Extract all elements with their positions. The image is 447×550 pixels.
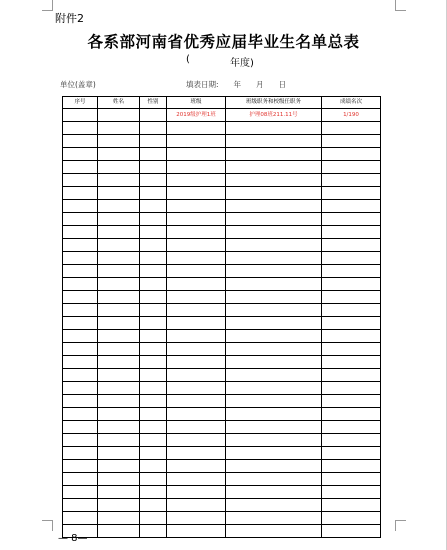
table-cell — [98, 239, 140, 252]
table-cell — [140, 382, 167, 395]
table-cell — [140, 239, 167, 252]
table-row — [63, 447, 381, 460]
table-body — [63, 109, 381, 538]
table-cell — [167, 239, 226, 252]
table-cell — [167, 525, 226, 538]
table-row — [63, 135, 381, 148]
table-cell — [167, 343, 226, 356]
table-cell — [322, 499, 381, 512]
table-cell — [167, 226, 226, 239]
table-row — [63, 512, 381, 525]
date-label: 填表日期: 年 月 日 — [186, 80, 287, 89]
table-cell — [167, 434, 226, 447]
table-cell — [226, 434, 322, 447]
table-cell — [322, 434, 381, 447]
table-cell — [63, 408, 98, 421]
table-cell — [226, 213, 322, 226]
table-cell — [63, 512, 98, 525]
table-cell — [167, 161, 226, 174]
table-cell — [226, 135, 322, 148]
table-row — [63, 486, 381, 499]
table-cell — [63, 161, 98, 174]
table-cell — [98, 408, 140, 421]
table-cell — [140, 148, 167, 161]
table-cell — [63, 239, 98, 252]
table-row — [63, 213, 381, 226]
table-cell — [63, 486, 98, 499]
table-cell — [226, 226, 322, 239]
table-cell — [63, 291, 98, 304]
page-title: 各系部河南省优秀应届毕业生名单总表 — [87, 32, 360, 51]
table-cell — [322, 135, 381, 148]
table-cell — [63, 460, 98, 473]
table-cell — [322, 161, 381, 174]
table-row — [63, 382, 381, 395]
table-row — [63, 473, 381, 486]
table-cell — [167, 278, 226, 291]
table-cell — [226, 278, 322, 291]
table-cell — [63, 330, 98, 343]
table-cell — [322, 395, 381, 408]
table-row — [63, 278, 381, 291]
table-cell — [226, 499, 322, 512]
table-cell — [167, 473, 226, 486]
table-cell — [98, 135, 140, 148]
table-cell — [226, 486, 322, 499]
table-cell — [167, 408, 226, 421]
table-cell — [98, 148, 140, 161]
table-cell — [322, 421, 381, 434]
table-cell — [167, 486, 226, 499]
table-cell — [98, 525, 140, 538]
table-cell — [322, 174, 381, 187]
header-position: 班级职务和校级任职务 — [226, 97, 322, 109]
table-cell — [322, 187, 381, 200]
table-cell — [167, 512, 226, 525]
table-cell — [140, 213, 167, 226]
page-number: — 8— — [58, 533, 88, 544]
table-cell — [167, 135, 226, 148]
table-cell — [140, 252, 167, 265]
cell-gender — [140, 109, 167, 122]
table-cell — [226, 174, 322, 187]
table-cell — [98, 447, 140, 460]
table-cell — [140, 304, 167, 317]
table-cell — [322, 447, 381, 460]
table-cell — [98, 174, 140, 187]
table-cell — [63, 135, 98, 148]
table-row — [63, 317, 381, 330]
table-row — [63, 187, 381, 200]
table-cell — [63, 395, 98, 408]
table-cell — [98, 369, 140, 382]
table-cell — [140, 278, 167, 291]
table-cell — [63, 278, 98, 291]
table-cell — [322, 460, 381, 473]
table-cell — [322, 486, 381, 499]
table-cell — [226, 161, 322, 174]
table-cell — [98, 278, 140, 291]
table-cell — [140, 356, 167, 369]
table-cell — [226, 304, 322, 317]
table-cell — [140, 187, 167, 200]
table-cell — [167, 122, 226, 135]
table-cell — [226, 395, 322, 408]
table-row — [63, 226, 381, 239]
table-cell — [63, 434, 98, 447]
table-cell — [167, 174, 226, 187]
table-cell — [322, 304, 381, 317]
table-cell — [63, 122, 98, 135]
table-cell — [140, 317, 167, 330]
cell-position: 护理08班211.11号 — [226, 109, 322, 122]
table-cell — [63, 187, 98, 200]
attachment-label: 附件2 — [55, 12, 84, 25]
table-cell — [140, 330, 167, 343]
table-cell — [167, 187, 226, 200]
cell-index — [63, 109, 98, 122]
table-cell — [63, 304, 98, 317]
graduate-table — [62, 96, 381, 538]
table-cell — [98, 382, 140, 395]
table-cell — [322, 252, 381, 265]
table-cell — [98, 499, 140, 512]
table-header-row — [63, 97, 381, 109]
table-row — [63, 369, 381, 382]
table-cell — [226, 317, 322, 330]
table-cell — [63, 226, 98, 239]
table-cell — [140, 395, 167, 408]
table-cell — [98, 187, 140, 200]
crop-mark-bottom-right — [395, 520, 406, 531]
table-cell — [98, 343, 140, 356]
table-cell — [322, 122, 381, 135]
table-cell — [140, 499, 167, 512]
table-cell — [322, 525, 381, 538]
table-cell — [226, 473, 322, 486]
header-rank: 成绩名次 — [322, 97, 381, 109]
table-cell — [167, 356, 226, 369]
table-cell — [322, 408, 381, 421]
table-cell — [98, 486, 140, 499]
table-cell — [63, 343, 98, 356]
table-cell — [226, 382, 322, 395]
table-cell — [140, 525, 167, 538]
table-cell — [140, 460, 167, 473]
table-row — [63, 421, 381, 434]
table-cell — [98, 304, 140, 317]
table-row — [63, 343, 381, 356]
table-cell — [226, 148, 322, 161]
table-cell — [63, 200, 98, 213]
table-row — [63, 148, 381, 161]
table-cell — [226, 187, 322, 200]
table-cell — [98, 226, 140, 239]
table-cell — [322, 213, 381, 226]
table-cell — [140, 434, 167, 447]
table-cell — [322, 148, 381, 161]
table-cell — [98, 317, 140, 330]
table-cell — [63, 382, 98, 395]
table-cell — [98, 356, 140, 369]
table-cell — [322, 330, 381, 343]
table-cell — [226, 343, 322, 356]
header-name: 姓名 — [98, 97, 140, 109]
table-cell — [140, 343, 167, 356]
table-row — [63, 499, 381, 512]
table-cell — [167, 330, 226, 343]
table-cell — [63, 213, 98, 226]
table-row — [63, 330, 381, 343]
table-cell — [63, 369, 98, 382]
table-row — [63, 395, 381, 408]
table-cell — [98, 291, 140, 304]
header-index: 序号 — [63, 97, 98, 109]
table-row — [63, 122, 381, 135]
table-cell — [140, 226, 167, 239]
table-cell — [167, 304, 226, 317]
table-cell — [98, 252, 140, 265]
table-cell — [226, 525, 322, 538]
table-cell — [226, 291, 322, 304]
table-cell — [167, 317, 226, 330]
table-cell — [98, 265, 140, 278]
table-cell — [167, 421, 226, 434]
table-cell — [167, 369, 226, 382]
table-cell — [98, 395, 140, 408]
table-cell — [140, 473, 167, 486]
table-row — [63, 174, 381, 187]
table-cell — [322, 369, 381, 382]
table-cell — [322, 200, 381, 213]
cell-class: 2019级护理1班 — [167, 109, 226, 122]
table-cell — [98, 122, 140, 135]
table-cell — [226, 330, 322, 343]
table-cell — [98, 200, 140, 213]
table-cell — [98, 161, 140, 174]
unit-label: 单位(盖章) — [60, 80, 96, 89]
table-cell — [226, 369, 322, 382]
table-cell — [226, 200, 322, 213]
table-cell — [322, 512, 381, 525]
table-row — [63, 525, 381, 538]
subtitle-year: 年度) — [230, 58, 254, 69]
table-cell — [167, 291, 226, 304]
table-cell — [322, 382, 381, 395]
table-cell — [226, 512, 322, 525]
table-cell — [226, 421, 322, 434]
table-cell — [167, 447, 226, 460]
subtitle-open-paren: ( — [186, 54, 190, 65]
table-row — [63, 408, 381, 421]
table-cell — [63, 356, 98, 369]
table-cell — [140, 408, 167, 421]
table-cell — [63, 447, 98, 460]
table-cell — [322, 343, 381, 356]
table-cell — [63, 499, 98, 512]
table-cell — [98, 434, 140, 447]
crop-mark-top-left — [42, 0, 53, 11]
table-cell — [98, 512, 140, 525]
table-cell — [167, 213, 226, 226]
table-row — [63, 109, 381, 122]
table-cell — [98, 421, 140, 434]
table-cell — [98, 473, 140, 486]
table-cell — [226, 408, 322, 421]
table-cell — [98, 213, 140, 226]
crop-mark-top-right — [395, 0, 406, 11]
table-cell — [140, 421, 167, 434]
table-cell — [167, 148, 226, 161]
table-row — [63, 434, 381, 447]
table-cell — [322, 473, 381, 486]
table-cell — [140, 265, 167, 278]
table-cell — [140, 447, 167, 460]
table-row — [63, 252, 381, 265]
cell-name — [98, 109, 140, 122]
table-cell — [140, 200, 167, 213]
table-cell — [63, 265, 98, 278]
table-cell — [98, 460, 140, 473]
table-cell — [63, 317, 98, 330]
table-cell — [140, 122, 167, 135]
header-gender: 性别 — [140, 97, 167, 109]
table-cell — [226, 447, 322, 460]
table-cell — [322, 239, 381, 252]
table-cell — [140, 486, 167, 499]
table-cell — [140, 135, 167, 148]
table-cell — [322, 278, 381, 291]
table-cell — [98, 330, 140, 343]
table-cell — [322, 291, 381, 304]
table-row — [63, 460, 381, 473]
table-cell — [322, 265, 381, 278]
table-cell — [63, 473, 98, 486]
header-class: 班级 — [167, 97, 226, 109]
table-cell — [63, 148, 98, 161]
table-cell — [167, 265, 226, 278]
table-cell — [226, 460, 322, 473]
table-row — [63, 161, 381, 174]
table-row — [63, 200, 381, 213]
table-cell — [63, 174, 98, 187]
table-cell — [167, 460, 226, 473]
table-cell — [226, 356, 322, 369]
table-cell — [167, 499, 226, 512]
table-row — [63, 265, 381, 278]
table-cell — [322, 226, 381, 239]
crop-mark-bottom-left — [42, 520, 53, 531]
table-cell — [167, 382, 226, 395]
table-row — [63, 239, 381, 252]
table-cell — [140, 512, 167, 525]
table-row — [63, 291, 381, 304]
cell-rank: 1/190 — [322, 109, 381, 122]
table-cell — [226, 265, 322, 278]
table-cell — [167, 200, 226, 213]
table-cell — [140, 291, 167, 304]
table-cell — [226, 252, 322, 265]
table-cell — [140, 161, 167, 174]
table-cell — [322, 356, 381, 369]
table-row — [63, 356, 381, 369]
table-cell — [322, 317, 381, 330]
table-cell — [226, 122, 322, 135]
table-cell — [63, 252, 98, 265]
table-cell — [63, 421, 98, 434]
table-cell — [167, 395, 226, 408]
table-cell — [140, 369, 167, 382]
table-cell — [167, 252, 226, 265]
table-cell — [226, 239, 322, 252]
table-row — [63, 304, 381, 317]
table-cell — [140, 174, 167, 187]
